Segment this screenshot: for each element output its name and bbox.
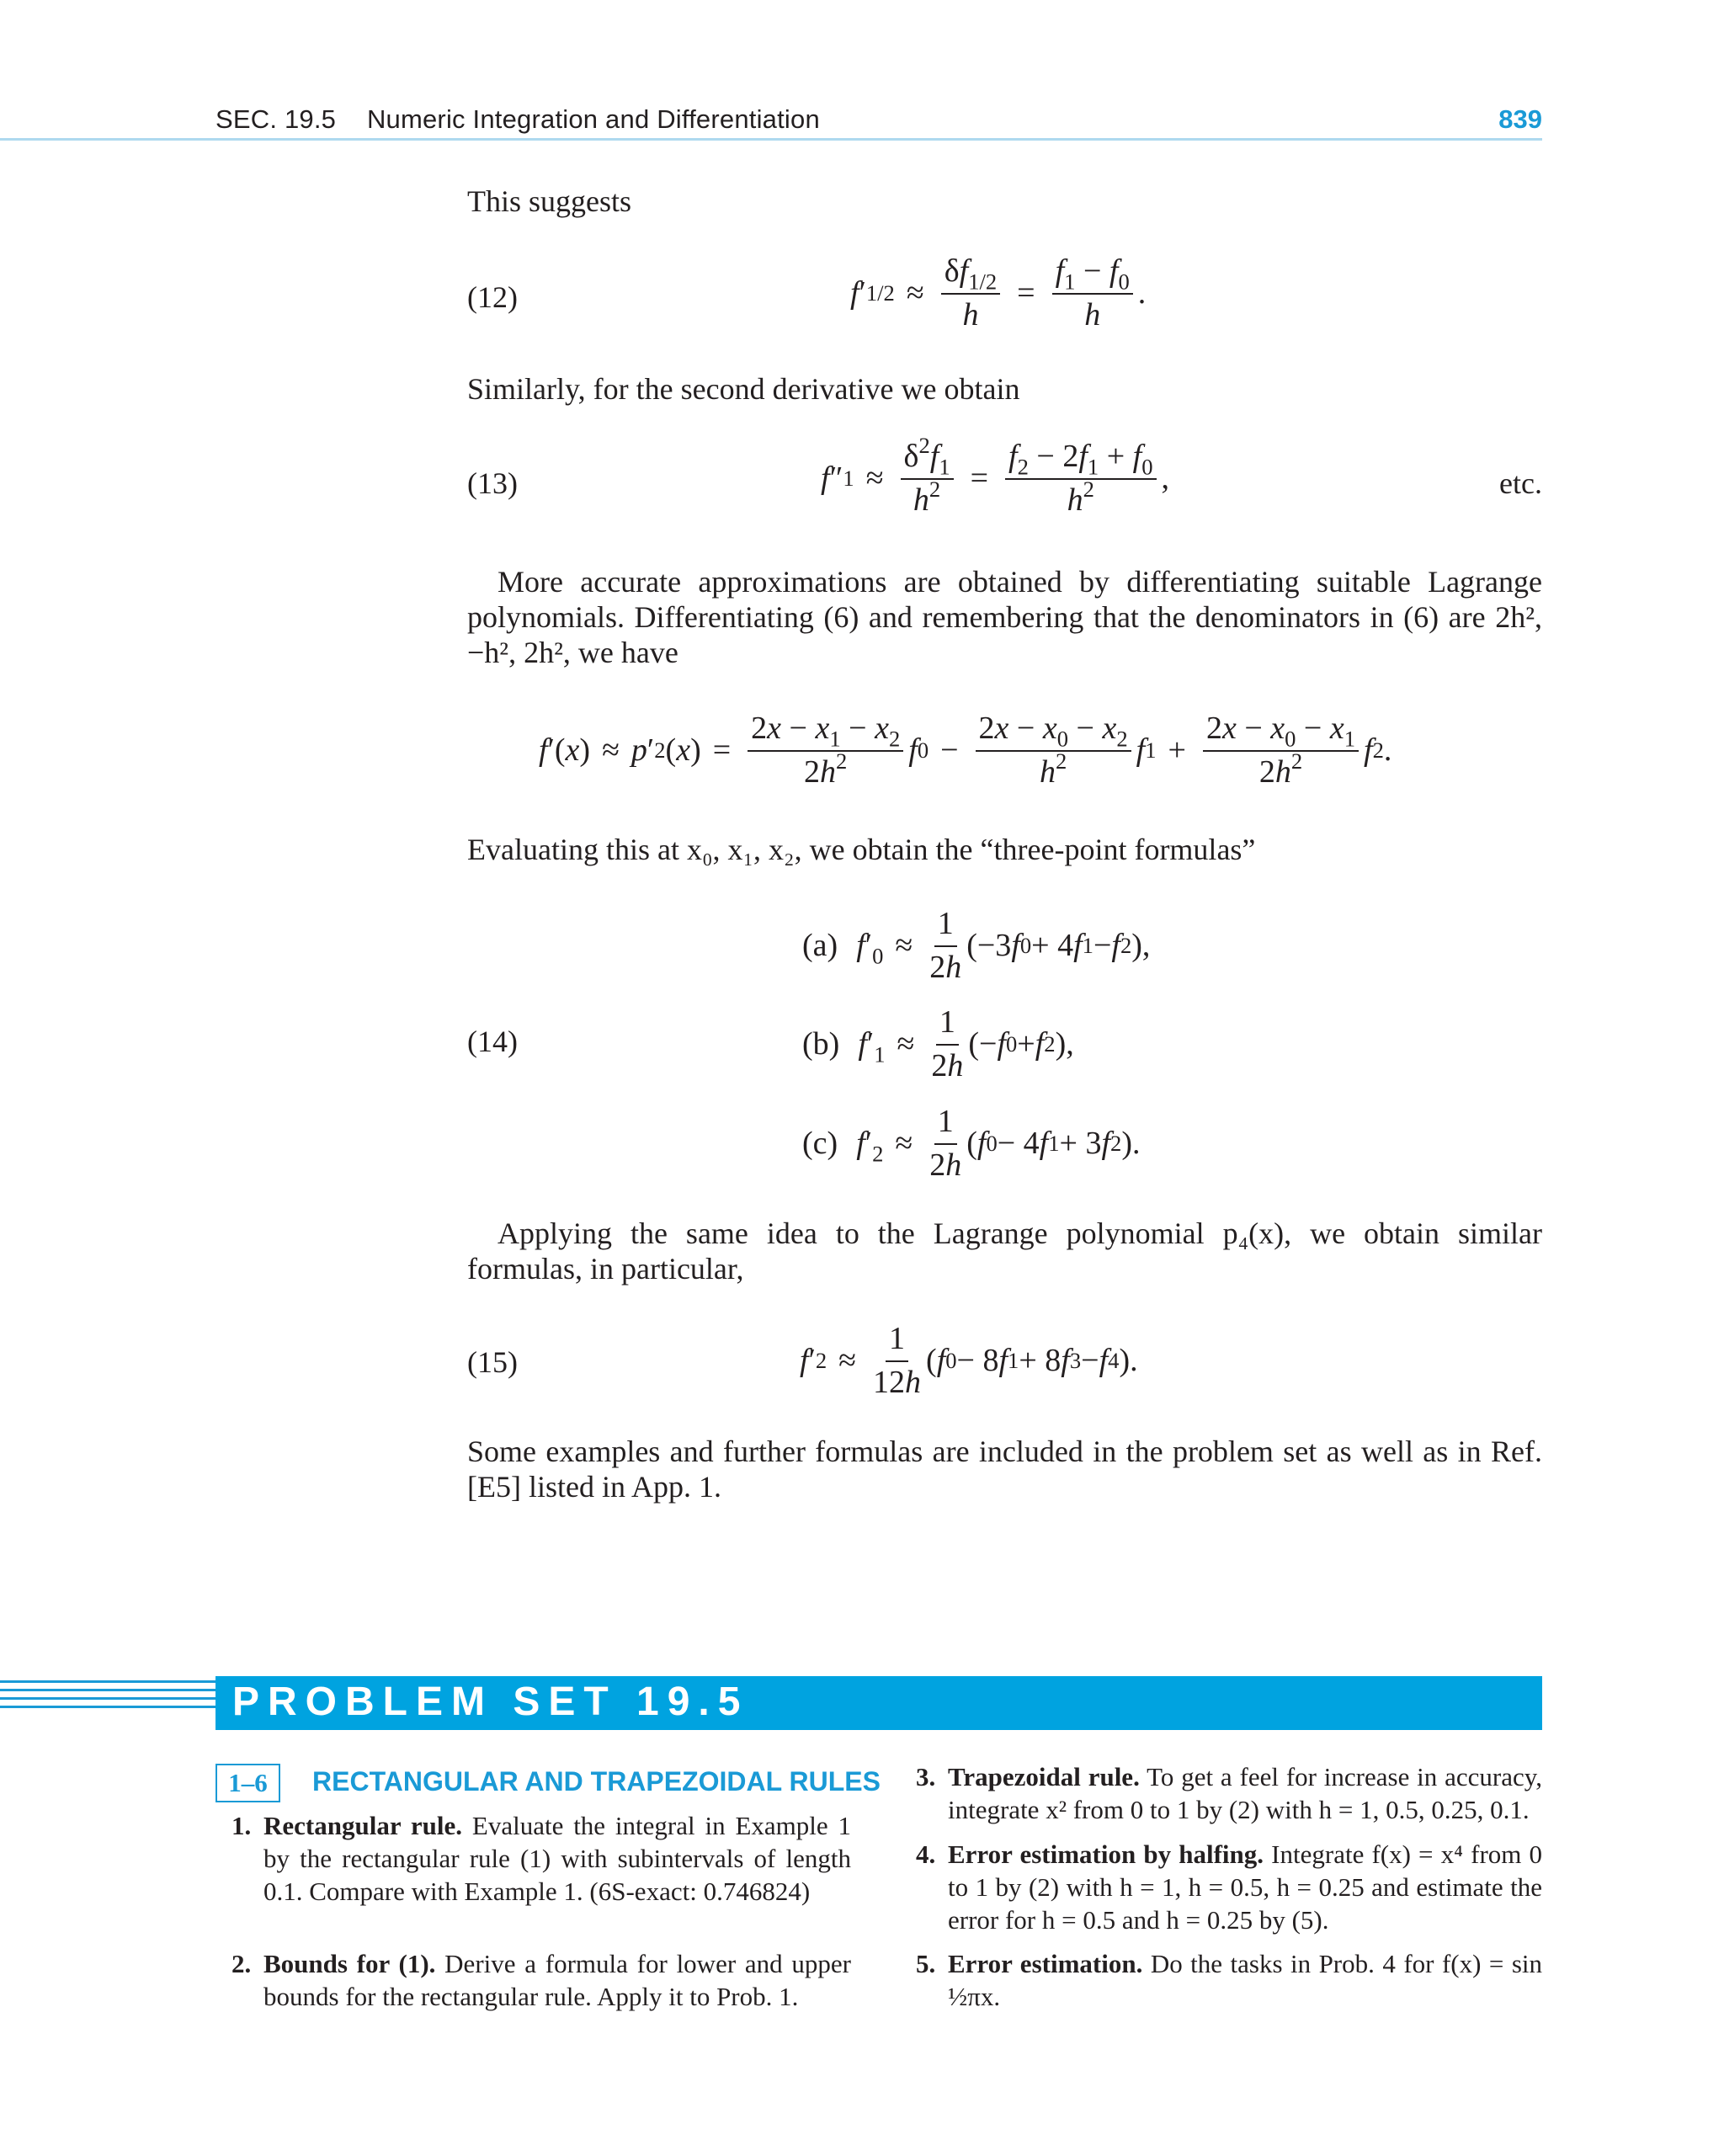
- paragraph-more-accurate: More accurate approximations are obtained by differentiating suitable Lagrange polynomials. Differentiating (6) and remembering that the denominators in (6) are 2h², −h², 2h², we have: [467, 565, 1542, 669]
- problem-section-heading: RECTANGULAR AND TRAPEZOIDAL RULES: [312, 1766, 881, 1797]
- part-b-label: (b): [802, 1026, 840, 1062]
- equation-12-label: (12): [467, 280, 518, 314]
- problem-text: Derive a formula for lower and upper bounds for the rectangular rule. Apply it to Prob. 1.: [263, 1949, 852, 2011]
- problem-item: [231, 1809, 851, 1908]
- equation-14b: (b) $f'_1$ ≈ $\frac{1}{2h}$ (− f 0 + f 2 ),: [802, 1004, 1074, 1083]
- part-a-label: (a): [802, 928, 838, 963]
- problem-title: Error estimation by halfing.: [948, 1839, 1264, 1869]
- problem-text: Do the tasks in Prob. 4 for f(x) = sin ½πx.: [948, 1949, 1543, 2011]
- equation-14a: (a) $f'_0$ ≈ $\frac{1}{2h}$ (−3 f 0 + 4 f 1 − f 2 ),: [802, 906, 1151, 985]
- equation-13-label: (13): [467, 466, 518, 500]
- problem-number: 3.: [916, 1762, 936, 1791]
- problem-text: Evaluate the integral in Example 1 by the rectangular rule (1) with subintervals of length 0.1. Compare with Example 1. (6S-exact: 0.746824): [263, 1811, 851, 1906]
- paragraph-applying: Applying the same idea to the Lagrange polynomial p₄(x), we obtain similar formulas, in particular,: [467, 1216, 1542, 1286]
- problem-item: [916, 1838, 1542, 1936]
- section-number: SEC. 19.5: [216, 104, 337, 134]
- problem-item: [916, 1760, 1542, 1826]
- equation-12: f ′ 1/2 ≈ $\frac{\delta f_{1/2}}{h}$ = $\frac{f_1 - f_0}{h}$ .: [850, 253, 1147, 333]
- problem-title: Rectangular rule.: [263, 1811, 463, 1840]
- problem-item: [231, 1947, 851, 2013]
- problem-text: To get a feel for increase in accuracy, integrate x² from 0 to 1 by (2) with h = 1, 0.5, 0.25, 0.1.: [948, 1762, 1542, 1824]
- equation-lagrange-derivative: f ′( x ) ≈ p ′ 2 ( x ) = $\frac{2x - x_1 - x_2}{2h^2}$ f 0 − $\frac{2x - x_0 - x_2}{h^2}$ f 1 + $\frac{2x - x_0 - x_1}{2h^2}$ f 2 .: [539, 711, 1392, 790]
- equation-15: f ′ 2 ≈ $\frac{1}{12h}$ ( f 0 − 8 f 1 + 8 f 3 − f 4 ).: [800, 1321, 1138, 1400]
- text-similarly: Similarly, for the second derivative we obtain: [467, 372, 1020, 406]
- equation-15-label: (15): [467, 1345, 518, 1379]
- part-c-label: (c): [802, 1126, 838, 1161]
- problem-title: Bounds for (1).: [263, 1949, 436, 1978]
- paragraph-some-examples: Some examples and further formulas are included in the problem set as well as in Ref. [E5] listed in App. 1.: [467, 1435, 1542, 1504]
- page-number: 839: [1498, 104, 1542, 134]
- problem-range-box: 1–6: [216, 1764, 280, 1802]
- running-head: [216, 104, 820, 135]
- equation-14c: (c) $f'_2$ ≈ $\frac{1}{2h}$ ( f 0 − 4 f 1 + 3 f 2 ).: [802, 1104, 1141, 1183]
- text-this-suggests: This suggests: [467, 184, 632, 218]
- section-title: Numeric Integration and Differentiation: [366, 104, 820, 134]
- header-rule: [0, 138, 1542, 141]
- problem-number: 4.: [916, 1839, 936, 1869]
- problem-text: Integrate f(x) = x⁴ from 0 to 1 by (2) with h = 1, h = 0.5, h = 0.25 and estimate the error for h = 0.5 and h = 0.25 by (5).: [948, 1839, 1543, 1935]
- problem-title: Error estimation.: [948, 1949, 1143, 1978]
- problem-number: 2.: [231, 1949, 252, 1978]
- problem-title: Trapezoidal rule.: [948, 1762, 1140, 1791]
- text-etc: etc.: [1499, 466, 1542, 500]
- equation-14-label: (14): [467, 1025, 518, 1058]
- problem-number: 5.: [916, 1949, 936, 1978]
- text-evaluating: Evaluating this at x₀, x₁, x₂, we obtain the “three-point formulas”: [467, 833, 1256, 866]
- problem-set-title: PROBLEM SET 19.5: [232, 1680, 749, 1724]
- equation-13: f ″ 1 ≈ $\frac{\delta^2f_1}{h^2}$ = $\frac{f_2 - 2f_1 + f_0}{h^2}$ ,: [821, 433, 1169, 518]
- problem-item: [916, 1947, 1542, 2013]
- problem-number: 1.: [231, 1811, 252, 1840]
